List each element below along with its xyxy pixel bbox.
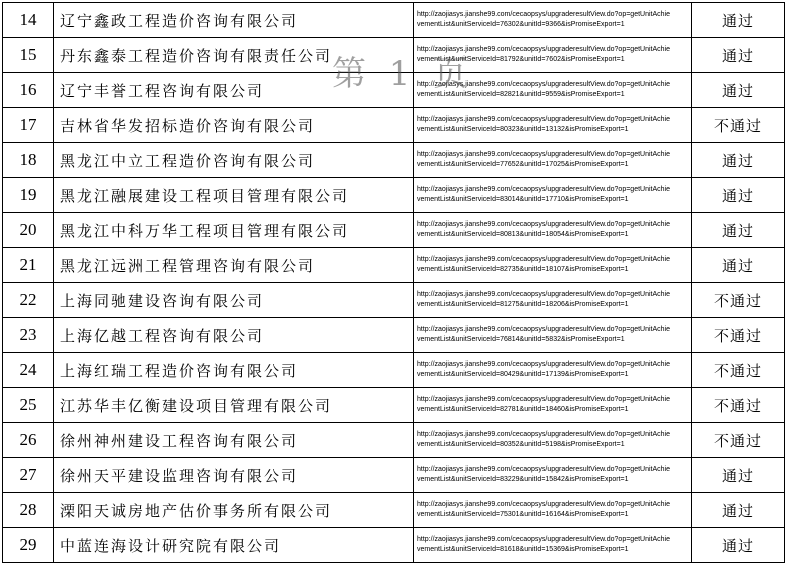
review-result: 通过 bbox=[692, 143, 785, 178]
row-number: 16 bbox=[3, 73, 54, 108]
table-row bbox=[3, 3, 785, 38]
table-row bbox=[3, 353, 785, 388]
company-name: 黑龙江中科万华工程项目管理有限公司 bbox=[54, 213, 414, 248]
achievement-link-line1: http://zaojiasys.jianshe99.com/cecaopsys/upgraderesultView.do?op=getUnitAchie bbox=[417, 291, 670, 298]
row-number: 22 bbox=[3, 283, 54, 318]
row-number: 18 bbox=[3, 143, 54, 178]
achievement-link-line1: http://zaojiasys.jianshe99.com/cecaopsys/upgraderesultView.do?op=getUnitAchie bbox=[417, 501, 670, 508]
achievement-link-line1: http://zaojiasys.jianshe99.com/cecaopsys/upgraderesultView.do?op=getUnitAchie bbox=[417, 11, 670, 18]
achievement-link-line2: vementList&unitServiceId=82735&unitId=18107&isPromiseExport=1 bbox=[417, 266, 629, 273]
achievement-link-line2: vementList&unitServiceId=81792&unitId=7602&isPromiseExport=1 bbox=[417, 56, 625, 63]
achievement-link-line2: vementList&unitServiceId=80813&unitId=18054&isPromiseExport=1 bbox=[417, 231, 629, 238]
table-row bbox=[3, 423, 785, 458]
review-result: 不通过 bbox=[692, 283, 785, 318]
achievement-link-line2: vementList&unitServiceId=76302&unitId=9366&isPromiseExport=1 bbox=[417, 21, 625, 28]
company-name: 江苏华丰亿衡建设项目管理有限公司 bbox=[54, 388, 414, 423]
achievement-link-line2: vementList&unitServiceId=83229&unitId=15842&isPromiseExport=1 bbox=[417, 476, 629, 483]
achievement-link-line1: http://zaojiasys.jianshe99.com/cecaopsys/upgraderesultView.do?op=getUnitAchie bbox=[417, 221, 670, 228]
table-row bbox=[3, 38, 785, 73]
table-row bbox=[3, 178, 785, 213]
achievement-link-line1: http://zaojiasys.jianshe99.com/cecaopsys/upgraderesultView.do?op=getUnitAchie bbox=[417, 466, 670, 473]
company-name: 徐州神州建设工程咨询有限公司 bbox=[54, 423, 414, 458]
achievement-link-line1: http://zaojiasys.jianshe99.com/cecaopsys/upgraderesultView.do?op=getUnitAchie bbox=[417, 46, 670, 53]
table-row bbox=[3, 73, 785, 108]
achievement-link-line2: vementList&unitServiceId=82781&unitId=18460&isPromiseExport=1 bbox=[417, 406, 629, 413]
company-name: 吉林省华发招标造价咨询有限公司 bbox=[54, 108, 414, 143]
table-row bbox=[3, 493, 785, 528]
row-number: 27 bbox=[3, 458, 54, 493]
company-name: 黑龙江融展建设工程项目管理有限公司 bbox=[54, 178, 414, 213]
achievement-link[interactable] bbox=[414, 73, 692, 108]
review-result: 通过 bbox=[692, 493, 785, 528]
achievement-link[interactable] bbox=[414, 38, 692, 73]
table-row bbox=[3, 458, 785, 493]
achievement-link-line1: http://zaojiasys.jianshe99.com/cecaopsys/upgraderesultView.do?op=getUnitAchie bbox=[417, 186, 670, 193]
review-result: 通过 bbox=[692, 528, 785, 563]
review-result: 通过 bbox=[692, 458, 785, 493]
achievement-link-line1: http://zaojiasys.jianshe99.com/cecaopsys/upgraderesultView.do?op=getUnitAchie bbox=[417, 396, 670, 403]
achievement-link[interactable] bbox=[414, 493, 692, 528]
company-name: 上海同驰建设咨询有限公司 bbox=[54, 283, 414, 318]
achievement-link-line2: vementList&unitServiceId=77652&unitId=17025&isPromiseExport=1 bbox=[417, 161, 629, 168]
achievement-link[interactable] bbox=[414, 108, 692, 143]
achievement-link[interactable] bbox=[414, 248, 692, 283]
review-result: 通过 bbox=[692, 38, 785, 73]
company-name: 丹东鑫泰工程造价咨询有限责任公司 bbox=[54, 38, 414, 73]
row-number: 26 bbox=[3, 423, 54, 458]
results-table bbox=[2, 2, 785, 563]
achievement-link-line2: vementList&unitServiceId=80429&unitId=17139&isPromiseExport=1 bbox=[417, 371, 629, 378]
achievement-link-line2: vementList&unitServiceId=80323&unitId=13132&isPromiseExport=1 bbox=[417, 126, 629, 133]
row-number: 23 bbox=[3, 318, 54, 353]
achievement-link[interactable] bbox=[414, 388, 692, 423]
achievement-link[interactable] bbox=[414, 283, 692, 318]
achievement-link[interactable] bbox=[414, 353, 692, 388]
row-number: 20 bbox=[3, 213, 54, 248]
table-row bbox=[3, 388, 785, 423]
company-name: 黑龙江远洲工程管理咨询有限公司 bbox=[54, 248, 414, 283]
achievement-link-line1: http://zaojiasys.jianshe99.com/cecaopsys/upgraderesultView.do?op=getUnitAchie bbox=[417, 536, 670, 543]
achievement-link-line1: http://zaojiasys.jianshe99.com/cecaopsys/upgraderesultView.do?op=getUnitAchie bbox=[417, 256, 670, 263]
row-number: 21 bbox=[3, 248, 54, 283]
achievement-link-line2: vementList&unitServiceId=76814&unitId=5832&isPromiseExport=1 bbox=[417, 336, 625, 343]
review-result: 通过 bbox=[692, 213, 785, 248]
achievement-link-line1: http://zaojiasys.jianshe99.com/cecaopsys/upgraderesultView.do?op=getUnitAchie bbox=[417, 81, 670, 88]
achievement-link-line2: vementList&unitServiceId=75301&unitId=16164&isPromiseExport=1 bbox=[417, 511, 629, 518]
table-row bbox=[3, 318, 785, 353]
review-result: 不通过 bbox=[692, 353, 785, 388]
results-table-body bbox=[3, 3, 785, 563]
review-result: 不通过 bbox=[692, 423, 785, 458]
review-result: 不通过 bbox=[692, 388, 785, 423]
achievement-link[interactable] bbox=[414, 318, 692, 353]
row-number: 28 bbox=[3, 493, 54, 528]
review-result: 通过 bbox=[692, 73, 785, 108]
company-name: 上海红瑞工程造价咨询有限公司 bbox=[54, 353, 414, 388]
company-name: 溧阳天诚房地产估价事务所有限公司 bbox=[54, 493, 414, 528]
row-number: 29 bbox=[3, 528, 54, 563]
achievement-link-line2: vementList&unitServiceId=81618&unitId=15369&isPromiseExport=1 bbox=[417, 546, 629, 553]
table-row bbox=[3, 528, 785, 563]
row-number: 14 bbox=[3, 3, 54, 38]
achievement-link[interactable] bbox=[414, 178, 692, 213]
achievement-link-line1: http://zaojiasys.jianshe99.com/cecaopsys/upgraderesultView.do?op=getUnitAchie bbox=[417, 151, 670, 158]
achievement-link[interactable] bbox=[414, 528, 692, 563]
row-number: 25 bbox=[3, 388, 54, 423]
table-row bbox=[3, 248, 785, 283]
row-number: 17 bbox=[3, 108, 54, 143]
table-row bbox=[3, 143, 785, 178]
achievement-link[interactable] bbox=[414, 423, 692, 458]
review-result: 通过 bbox=[692, 3, 785, 38]
achievement-link-line2: vementList&unitServiceId=82821&unitId=9559&isPromiseExport=1 bbox=[417, 91, 625, 98]
achievement-link-line1: http://zaojiasys.jianshe99.com/cecaopsys/upgraderesultView.do?op=getUnitAchie bbox=[417, 361, 670, 368]
table-row bbox=[3, 213, 785, 248]
page-watermark: 第 1 页 bbox=[332, 54, 474, 94]
achievement-link-line2: vementList&unitServiceId=81275&unitId=18206&isPromiseExport=1 bbox=[417, 301, 629, 308]
table-row bbox=[3, 283, 785, 318]
achievement-link-line2: vementList&unitServiceId=80352&unitId=5198&isPromiseExport=1 bbox=[417, 441, 625, 448]
table-row bbox=[3, 108, 785, 143]
row-number: 15 bbox=[3, 38, 54, 73]
achievement-link-line1: http://zaojiasys.jianshe99.com/cecaopsys/upgraderesultView.do?op=getUnitAchie bbox=[417, 326, 670, 333]
review-result: 不通过 bbox=[692, 108, 785, 143]
achievement-link-line1: http://zaojiasys.jianshe99.com/cecaopsys/upgraderesultView.do?op=getUnitAchie bbox=[417, 116, 670, 123]
company-name: 上海亿越工程咨询有限公司 bbox=[54, 318, 414, 353]
review-result: 通过 bbox=[692, 248, 785, 283]
review-result: 不通过 bbox=[692, 318, 785, 353]
achievement-link-line1: http://zaojiasys.jianshe99.com/cecaopsys/upgraderesultView.do?op=getUnitAchie bbox=[417, 431, 670, 438]
achievement-link[interactable] bbox=[414, 458, 692, 493]
row-number: 19 bbox=[3, 178, 54, 213]
company-name: 黑龙江中立工程造价咨询有限公司 bbox=[54, 143, 414, 178]
achievement-link-line2: vementList&unitServiceId=83014&unitId=17710&isPromiseExport=1 bbox=[417, 196, 629, 203]
company-name: 徐州天平建设监理咨询有限公司 bbox=[54, 458, 414, 493]
achievement-link[interactable] bbox=[414, 213, 692, 248]
row-number: 24 bbox=[3, 353, 54, 388]
company-name: 辽宁鑫政工程造价咨询有限公司 bbox=[54, 3, 414, 38]
company-name: 中蓝连海设计研究院有限公司 bbox=[54, 528, 414, 563]
achievement-link[interactable] bbox=[414, 3, 692, 38]
achievement-link[interactable] bbox=[414, 143, 692, 178]
company-name: 辽宁丰誉工程咨询有限公司 bbox=[54, 73, 414, 108]
review-result: 通过 bbox=[692, 178, 785, 213]
